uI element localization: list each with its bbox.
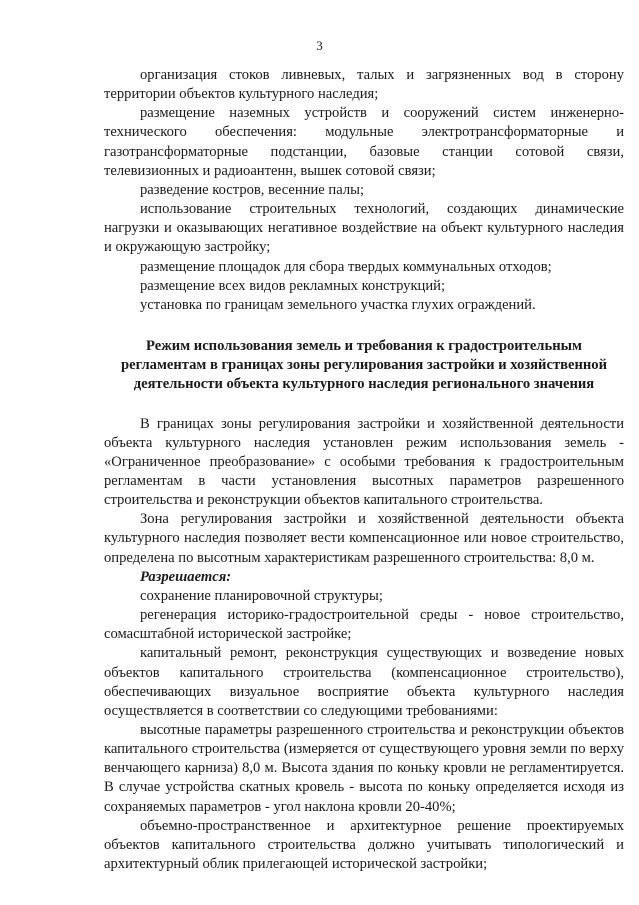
allowed-list <box>104 587 624 874</box>
list-item: высотные параметры разрешенного строительства и реконструкции объектов капитального строительства (измеряется от существующего уровня земли по верху венчающего карниза) 8,0 м. Высота здания по коньку кровли не регламентируется. В случае устройства скатных кровель - высота по коньку определяется исходя из сохраняемых параметров - угол наклона кровли 20-40%; <box>104 722 624 815</box>
list-item: размещение наземных устройств и сооружений систем инженерно-технического обеспечения: модульные электротрансформаторные и газотрансформаторные подстанции, базовые станции сотовой связи, телевизионных и радиоантенн, вышек сотовой связи; <box>104 105 624 179</box>
allowed-label: Разрешается: <box>140 568 232 585</box>
body-paragraph: В границах зоны регулирования застройки и хозяйственной деятельности объекта культурного наследия установлен режим использования земель - «Ограниченное преобразование» с особыми требования к градостроительным регламентам в части установления высотных параметров разрешенного строительства и реконструкции объектов капитального строительства. <box>104 415 624 509</box>
list-item: размещение площадок для сбора твердых коммунальных отходов; <box>140 258 552 275</box>
body-paragraph: Зона регулирования застройки и хозяйственной деятельности объекта культурного наследия позволяет вести компенсационное или новое строительство, определена по высотным характеристикам разрешенного строительства: 8,0 м. <box>104 511 624 566</box>
list-item: объемно-пространственное и архитектурное решение проектируемых объектов капитального строительства должно учитывать типологический и архитектурный облик прилегающей исторической застройки; <box>104 817 624 873</box>
list-item: размещение всех видов рекламных конструкций; <box>140 277 446 294</box>
list-item: сохранение планировочной структуры; <box>140 587 383 604</box>
list-item: использование строительных технологий, создающих динамические нагрузки и оказывающих негативное воздействие на объект культурного наследия и окружающую застройку; <box>104 201 624 256</box>
prohibited-list <box>104 66 624 315</box>
list-item: капитальный ремонт, реконструкция существующих и возведение новых объектов капитального строительства (компенсационное строительство), обеспечивающих визуальное восприятие объекта культурного наследия осуществляется в соответствии со следующими требованиями: <box>104 645 624 719</box>
section-heading: Режим использования земель и требования к градостроительным регламентам в границах зоны регулирования застройки и хозяйственной деятельности объекта культурного наследия регионального значения <box>121 338 607 393</box>
page-number: 3 <box>316 38 323 53</box>
list-item: регенерация историко-градостроительной среды - новое строительство, сомасштабной исторической застройке; <box>104 607 624 643</box>
list-item: разведение костров, весенние палы; <box>140 181 364 198</box>
list-item: организация стоков ливневых, талых и загрязненных вод в сторону территории объектов культурного наследия; <box>104 67 624 103</box>
document-body <box>104 66 624 874</box>
list-item: установка по границам земельного участка глухих ограждений. <box>140 296 536 313</box>
